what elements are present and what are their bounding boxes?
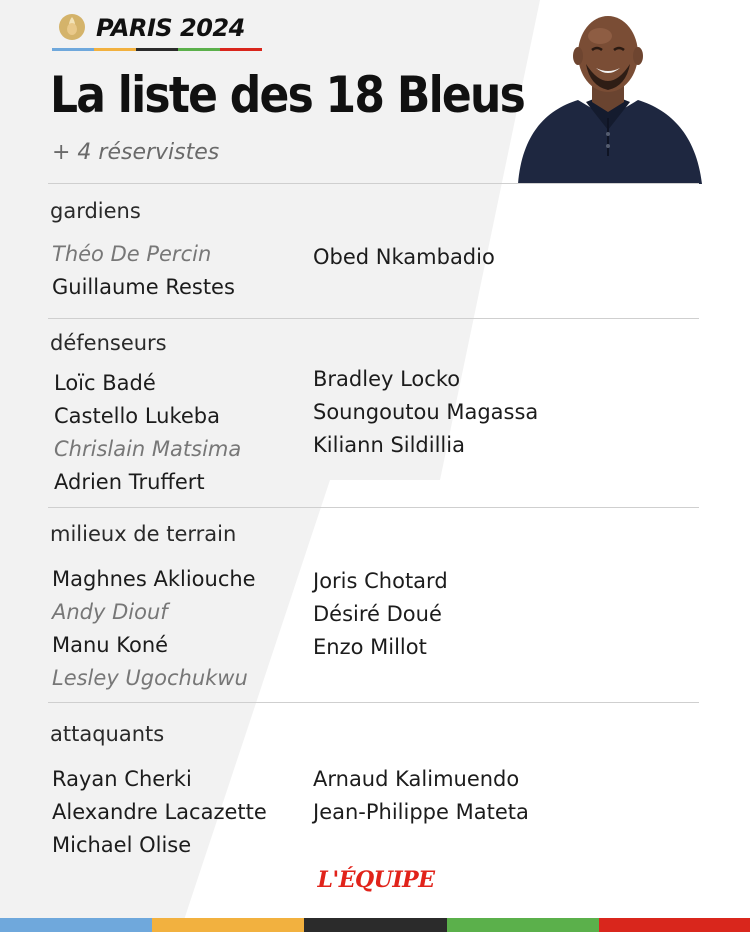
defenseurs-right-column [313, 363, 538, 462]
bottom-color-stripe [0, 918, 750, 932]
brand-stripe-segment [220, 48, 262, 51]
section-divider [48, 702, 699, 703]
milieux-right-column [313, 565, 448, 664]
player-name: Michael Olise [52, 833, 192, 857]
brand-stripe-segment [52, 48, 94, 51]
section-divider [48, 183, 699, 184]
lequipe-logo-text: L'ÉQUIPE [317, 867, 435, 893]
player-name: Théo De Percin [52, 242, 212, 266]
brand-stripe [52, 48, 262, 51]
brand-stripe-segment [136, 48, 178, 51]
player-name: Castello Lukeba [54, 404, 220, 428]
section-divider [48, 318, 699, 319]
player-name: Soungoutou Magassa [313, 400, 539, 424]
player-name: Chrislain Matsima [54, 437, 242, 461]
player-name: Manu Koné [52, 633, 169, 657]
paris-2024-logo-icon [58, 12, 86, 42]
section-title-milieux: milieux de terrain [50, 522, 237, 546]
brand-stripe-segment [94, 48, 136, 51]
milieux-left-column [52, 563, 256, 695]
gardiens-right-column [313, 241, 495, 274]
section-title-gardiens: gardiens [50, 199, 141, 223]
attaquants-left-column [52, 763, 267, 862]
coach-portrait [508, 6, 708, 184]
bottom-stripe-segment [447, 918, 599, 932]
gardiens-left-column [52, 238, 235, 304]
player-name: Enzo Millot [313, 635, 427, 659]
page-subtitle: + 4 réservistes [52, 140, 220, 165]
lequipe-logo [310, 862, 442, 898]
bottom-stripe-segment [304, 918, 447, 932]
section-title-attaquants: attaquants [50, 722, 165, 746]
player-name: Désiré Doué [313, 602, 442, 626]
player-name: Maghnes Akliouche [52, 567, 256, 591]
player-name: Joris Chotard [313, 569, 448, 593]
bottom-stripe-segment [0, 918, 152, 932]
player-name: Adrien Truffert [54, 470, 205, 494]
player-name: Bradley Locko [313, 367, 461, 391]
defenseurs-left-column [54, 367, 241, 499]
player-name: Arnaud Kalimuendo [313, 767, 520, 791]
player-name: Loïc Badé [54, 371, 156, 395]
player-name: Rayan Cherki [52, 767, 192, 791]
section-title-defenseurs: défenseurs [50, 331, 167, 355]
player-name: Alexandre Lacazette [52, 800, 267, 824]
player-name: Jean-Philippe Mateta [313, 800, 529, 824]
player-name: Guillaume Restes [52, 275, 235, 299]
section-divider [48, 507, 699, 508]
paris-2024-brand [52, 10, 262, 52]
player-name: Obed Nkambadio [313, 245, 495, 269]
page-title: La liste des 18 Bleus [50, 66, 525, 124]
attaquants-right-column [313, 763, 529, 829]
brand-stripe-segment [178, 48, 220, 51]
bottom-stripe-segment [152, 918, 304, 932]
player-name: Lesley Ugochukwu [52, 666, 248, 690]
bottom-stripe-segment [599, 918, 750, 932]
player-name: Andy Diouf [52, 600, 168, 624]
brand-text: PARIS 2024 [96, 14, 245, 42]
player-name: Kiliann Sildillia [313, 433, 465, 457]
